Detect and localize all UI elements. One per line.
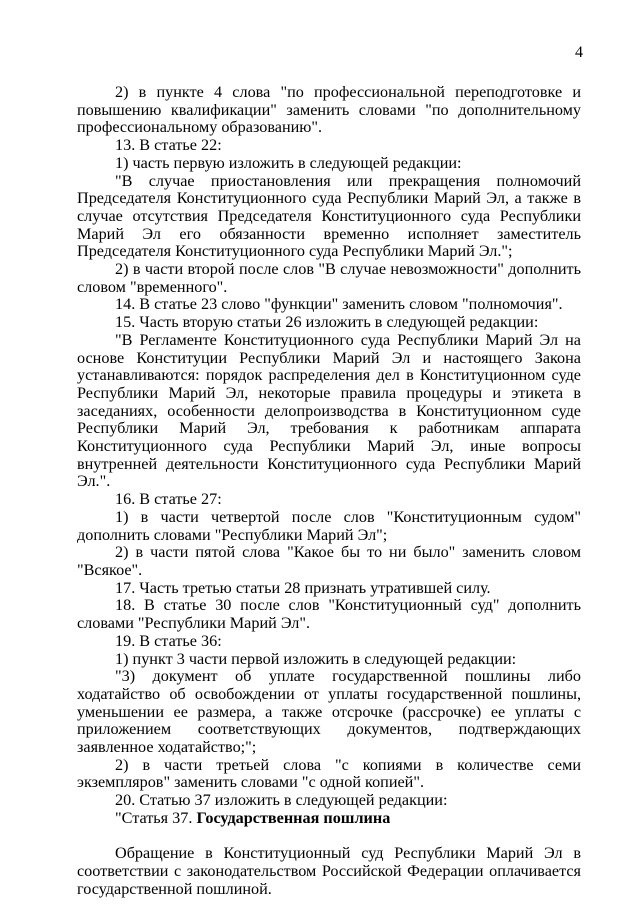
paragraph: 13. В статье 22: [115,136,222,155]
paragraph: 20. Статью 37 изложить в следующей редакции: [115,791,448,810]
final-paragraph: Обращение в Конституционный суд Республики Марий Эл в соответствии с законодательством Российской Федерации оплачивается государственной пошлиной. [77,844,581,898]
paragraph: 19. В статье 36: [115,631,222,650]
paragraph: 2) в пункте 4 слова "по профессиональной переподготовке и повышению квалификации" заменить словами "по дополнительному профессиональному образованию". [77,83,581,137]
paragraph: 17. Часть третью статьи 28 признать утратившей силу. [115,578,491,597]
paragraph: "В Регламенте Конституционного суда Республики Марий Эл на основе Конституции Республики Марий Эл и настоящего Закона устанавливаются: порядок распределения дел в Конституционном суде Республики Марий Эл, некоторые правила процедуры и этикета в заседаниях, особенности делопроизводства в Конституционном суде Республики Марий Эл, требования к работникам аппарата Конституционного суда Республики Марий Эл, иные вопросы внутренней деятельности Конституционного суда Республики Марий Эл.". [77,330,581,491]
paragraph: 1) в части четвертой после слов "Конституционным судом" дополнить словами "Республики Марий Эл"; [77,507,581,544]
paragraph: 2) в части пятой слова "Какое бы то ни было" заменить словом "Всякое". [77,543,581,579]
paragraph: "В случае приостановления или прекращения полномочий Председателя Конституционного суда Республики Марий Эл, а также в случае отсутствия Председателя Конституционного суда Республики Марий Эл его обязанности временно исполняет заместитель Председателя Конституционного суда Республики Марий Эл."; [77,171,581,261]
paragraph: 1) часть первую изложить в следующей редакции: [115,153,462,172]
paragraph: 15. Часть вторую статьи 26 изложить в следующей редакции: [115,313,539,332]
paragraph: 14. В статье 23 слово "функции" заменить словом "полномочия". [115,295,563,314]
paragraph: 2) в части третьей слова "с копиями в количестве семи экземпляров" заменить словами "с одной копией". [77,755,581,792]
page-number: 4 [575,44,583,61]
paragraph: "3) документ об уплате государственной пошлины либо ходатайство об освобождении от уплаты государственной пошлины, уменьшении ее размера, а также отсрочке (рассрочке) ее уплаты с приложением соответствующих документов, подтверждающих заявленное ходатайство;"; [77,667,581,757]
paragraph: 2) в части второй после слов "В случае невозможности" дополнить словом "временного". [77,260,581,296]
paragraph: 18. В статье 30 после слов "Конституционный суд" дополнить словами "Республики Марий Эл". [77,596,581,633]
paragraph: 16. В статье 27: [115,490,222,509]
paragraph: 1) пункт 3 части первой изложить в следующей редакции: [115,649,517,668]
document-body [77,84,581,898]
article-heading [77,810,581,828]
article-heading-prefix: "Статья 37. [115,808,193,827]
article-heading-title: Государственная пошлина [196,808,391,827]
